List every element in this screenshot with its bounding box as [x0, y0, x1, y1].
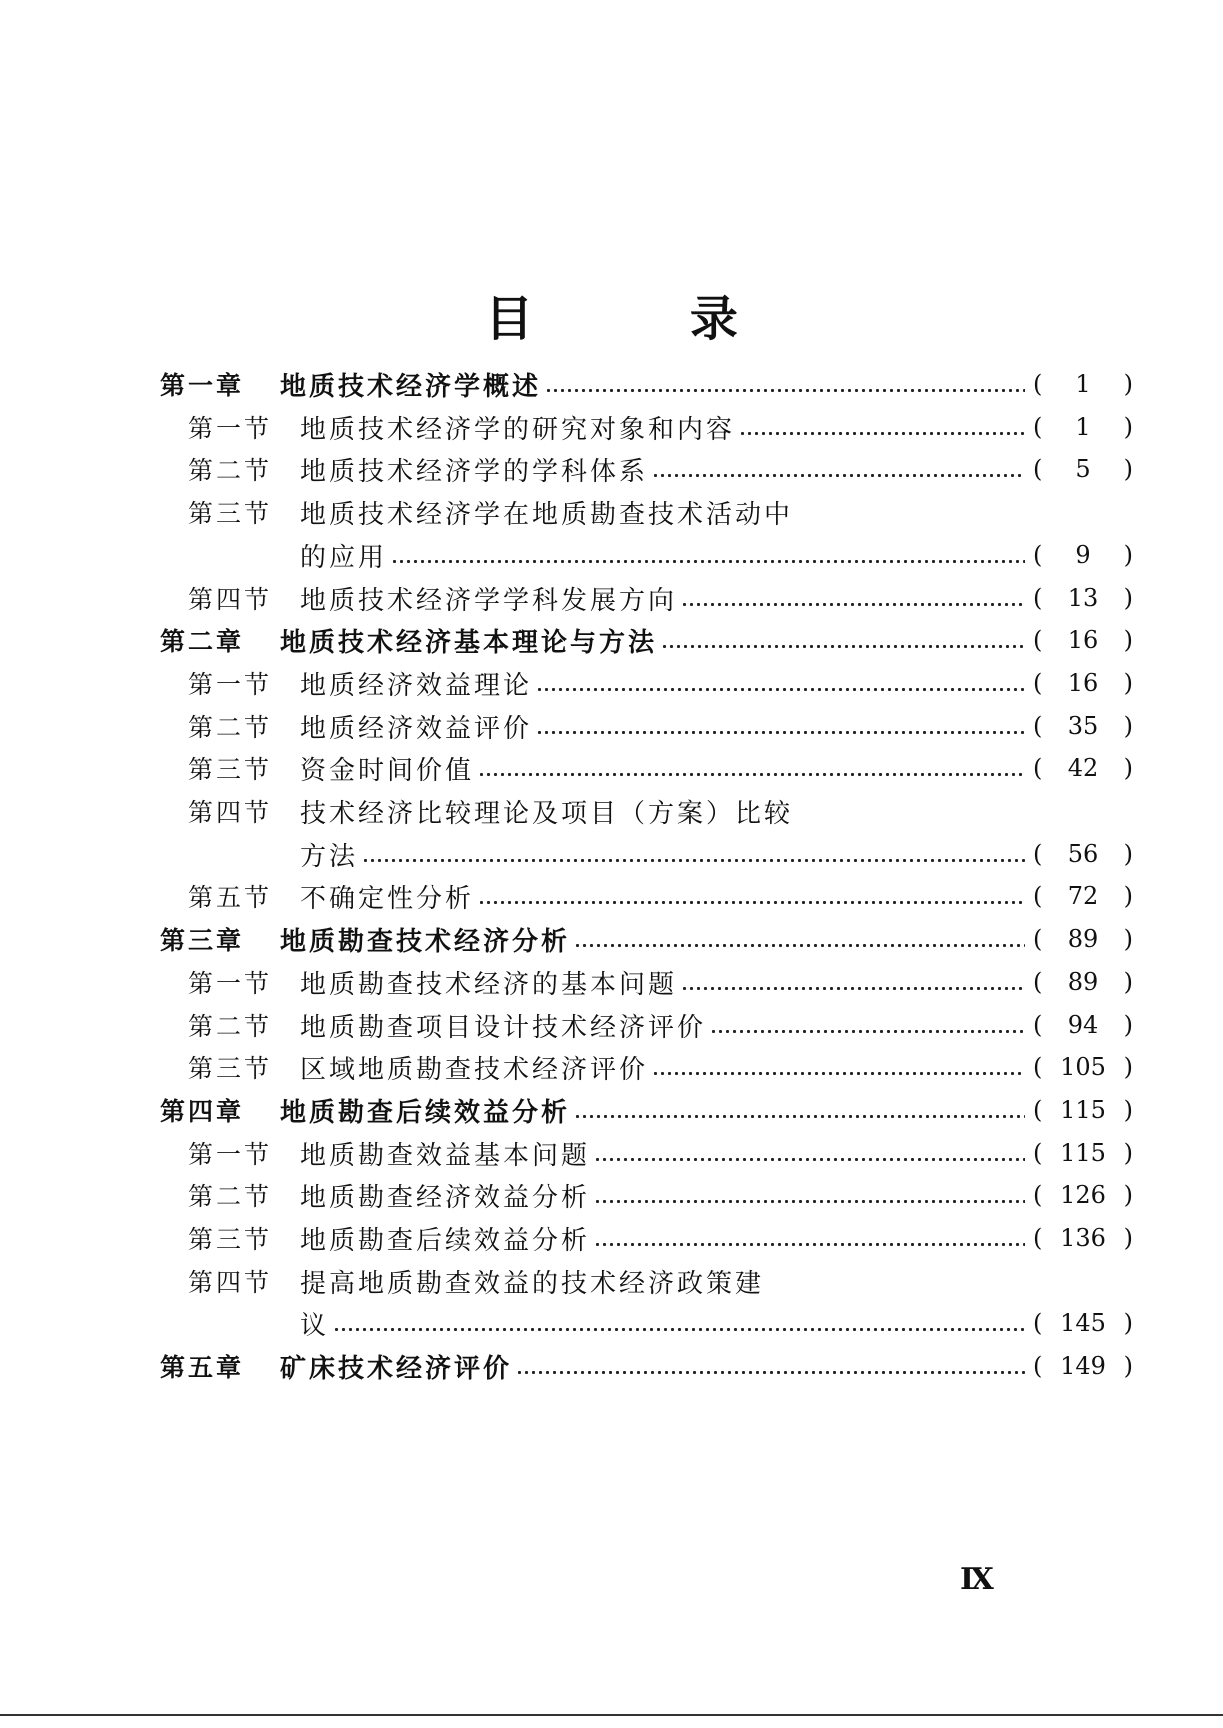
toc-section-row — [188, 451, 1133, 487]
page-number: 13 — [1067, 584, 1099, 612]
paren-open: ( — [1033, 669, 1043, 697]
paren-close: ) — [1123, 968, 1133, 996]
paren-close: ) — [1123, 925, 1133, 953]
toc-title: 地质经济效益评价 — [300, 713, 533, 744]
toc-section-row — [188, 964, 1133, 1000]
toc-section-row — [188, 1049, 1133, 1085]
toc-title: 地质勘查效益基本问题 — [300, 1140, 591, 1171]
toc-page-number — [1033, 925, 1133, 953]
paren-close: ) — [1123, 669, 1133, 697]
toc-title: 地质勘查经济效益分析 — [300, 1182, 591, 1213]
toc-page-number — [1033, 370, 1133, 398]
dot-leader — [652, 1054, 1025, 1080]
paren-open: ( — [1033, 840, 1043, 868]
paren-open: ( — [1033, 1139, 1043, 1167]
toc-page-number — [1033, 1224, 1133, 1252]
page-number: 42 — [1067, 754, 1099, 782]
page-number: 115 — [1060, 1096, 1106, 1124]
toc-page-number — [1033, 1309, 1133, 1337]
toc-section-row — [188, 793, 1133, 829]
dot-leader — [536, 670, 1025, 696]
toc-label: 第五节 — [188, 883, 273, 912]
toc-section-row — [188, 1135, 1133, 1171]
paren-close: ) — [1123, 584, 1133, 612]
toc-label: 第一节 — [188, 414, 273, 443]
toc-title: 地质技术经济学的研究对象和内容 — [300, 414, 736, 445]
paren-open: ( — [1033, 455, 1043, 483]
toc-page-number — [1033, 1352, 1133, 1380]
toc-page-number — [1033, 455, 1133, 483]
paren-close: ) — [1123, 840, 1133, 868]
page-number: 136 — [1060, 1224, 1106, 1252]
paren-open: ( — [1033, 712, 1043, 740]
toc-title: 方法 — [300, 841, 359, 872]
dot-leader — [574, 926, 1025, 952]
dot-leader — [652, 456, 1025, 482]
paren-close: ) — [1123, 1011, 1133, 1039]
paren-close: ) — [1123, 370, 1133, 398]
paren-open: ( — [1033, 882, 1043, 910]
paren-open: ( — [1033, 370, 1043, 398]
paren-open: ( — [1033, 925, 1043, 953]
toc-title: 议 — [300, 1310, 330, 1341]
paren-close: ) — [1123, 626, 1133, 654]
dot-leader — [478, 755, 1025, 781]
toc-page-number — [1033, 1011, 1133, 1039]
page-number: 16 — [1067, 626, 1099, 654]
toc-label: 第二节 — [188, 456, 273, 485]
paren-open: ( — [1033, 626, 1043, 654]
paren-open: ( — [1033, 968, 1043, 996]
paren-open: ( — [1033, 541, 1043, 569]
toc-page-number — [1033, 754, 1133, 782]
dot-leader — [594, 1225, 1025, 1251]
toc-label: 第三节 — [188, 1054, 273, 1083]
paren-open: ( — [1033, 1309, 1043, 1337]
toc-page-number — [1033, 1096, 1133, 1124]
paren-close: ) — [1123, 1181, 1133, 1209]
dot-leader — [391, 542, 1025, 568]
toc-section-row — [188, 1263, 1133, 1299]
page-number: 56 — [1067, 840, 1099, 868]
page-number: 16 — [1067, 669, 1099, 697]
dot-leader — [536, 713, 1025, 739]
dot-leader — [545, 371, 1025, 397]
page-number: 89 — [1067, 925, 1099, 953]
toc-title: 区域地质勘查技术经济评价 — [300, 1054, 649, 1085]
paren-open: ( — [1033, 1053, 1043, 1081]
page-number: 72 — [1067, 882, 1099, 910]
toc-title: 不确定性分析 — [300, 883, 475, 914]
dot-leader — [594, 1182, 1025, 1208]
paren-open: ( — [1033, 1352, 1043, 1380]
toc-label: 第四章 — [160, 1097, 245, 1126]
paren-open: ( — [1033, 1224, 1043, 1252]
toc-section-row — [188, 665, 1133, 701]
toc-title: 地质勘查项目设计技术经济评价 — [300, 1012, 707, 1043]
toc-section-row — [188, 1220, 1133, 1256]
paren-close: ) — [1123, 1309, 1133, 1337]
toc-label: 第五章 — [160, 1353, 245, 1382]
paren-open: ( — [1033, 584, 1043, 612]
toc-section-row — [188, 878, 1133, 914]
toc-section-row — [188, 580, 1133, 616]
dot-leader — [739, 414, 1025, 440]
toc-section-row — [188, 1007, 1133, 1043]
toc-title: 地质勘查技术经济分析 — [280, 926, 571, 957]
toc-label: 第三节 — [188, 1225, 273, 1254]
page-number: 149 — [1060, 1352, 1106, 1380]
dot-leader — [594, 1140, 1025, 1166]
page-number: 1 — [1075, 370, 1091, 398]
dot-leader — [710, 1012, 1025, 1038]
toc-label: 第二节 — [188, 1012, 273, 1041]
toc-page-number — [1033, 968, 1133, 996]
page-number: 94 — [1067, 1011, 1099, 1039]
page-number: 115 — [1060, 1139, 1106, 1167]
paren-open: ( — [1033, 1011, 1043, 1039]
paren-close: ) — [1123, 1053, 1133, 1081]
dot-leader — [574, 1097, 1025, 1123]
paren-close: ) — [1123, 1139, 1133, 1167]
page-folio: Ⅸ — [960, 1562, 994, 1597]
toc-title: 矿床技术经济评价 — [280, 1353, 513, 1384]
page-number: 105 — [1060, 1053, 1106, 1081]
toc-title: 技术经济比较理论及项目（方案）比较 — [300, 798, 794, 829]
toc-chapter-row — [160, 622, 1133, 658]
toc-page-number — [1033, 626, 1133, 654]
toc-title: 的应用 — [300, 542, 388, 573]
toc-label: 第三章 — [160, 926, 245, 955]
paren-open: ( — [1033, 413, 1043, 441]
toc-title: 资金时间价值 — [300, 755, 475, 786]
toc-page-number — [1033, 1053, 1133, 1081]
toc-page-number — [1033, 541, 1133, 569]
paren-open: ( — [1033, 1096, 1043, 1124]
page-number: 5 — [1075, 455, 1091, 483]
toc-section-row — [188, 708, 1133, 744]
toc-title: 地质勘查后续效益分析 — [280, 1097, 571, 1128]
dot-leader — [516, 1353, 1025, 1379]
toc-title: 地质技术经济学概述 — [280, 371, 542, 402]
paren-open: ( — [1033, 754, 1043, 782]
toc-label: 第三节 — [188, 499, 273, 528]
toc-title: 地质技术经济基本理论与方法 — [280, 627, 658, 658]
toc-page-number — [1033, 712, 1133, 740]
toc-label: 第一节 — [188, 1140, 273, 1169]
toc-label: 第二节 — [188, 713, 273, 742]
toc-chapter-row — [160, 921, 1133, 957]
dot-leader — [661, 627, 1025, 653]
toc-label: 第四节 — [188, 585, 273, 614]
paren-close: ) — [1123, 541, 1133, 569]
toc-label: 第二章 — [160, 627, 245, 656]
toc-chapter-row — [160, 1092, 1133, 1128]
page-number: 35 — [1067, 712, 1099, 740]
toc-title: 地质技术经济学的学科体系 — [300, 456, 649, 487]
paren-close: ) — [1123, 754, 1133, 782]
toc-page-number — [1033, 669, 1133, 697]
toc-chapter-row — [160, 366, 1133, 402]
toc-title: 地质技术经济学在地质勘查技术活动中 — [300, 499, 794, 530]
paren-open: ( — [1033, 1181, 1043, 1209]
dot-leader — [681, 969, 1025, 995]
toc-chapter-row — [160, 1348, 1133, 1384]
paren-close: ) — [1123, 1352, 1133, 1380]
toc-page-number — [1033, 413, 1133, 441]
toc-page-number — [1033, 1139, 1133, 1167]
bottom-rule — [0, 1714, 1223, 1716]
page-number: 1 — [1075, 413, 1091, 441]
toc-page-number — [1033, 1181, 1133, 1209]
dot-leader — [478, 883, 1025, 909]
toc-label: 第一章 — [160, 371, 245, 400]
dot-leader — [333, 1310, 1025, 1336]
toc-title: 地质勘查后续效益分析 — [300, 1225, 591, 1256]
page-number: 126 — [1060, 1181, 1106, 1209]
toc-title: 地质经济效益理论 — [300, 670, 533, 701]
toc-title: 地质勘查技术经济的基本问题 — [300, 969, 678, 1000]
paren-close: ) — [1123, 882, 1133, 910]
toc-label: 第四节 — [188, 1268, 273, 1297]
toc-label: 第一节 — [188, 670, 273, 699]
toc-label: 第二节 — [188, 1182, 273, 1211]
toc-page-number — [1033, 882, 1133, 910]
dot-leader — [362, 841, 1025, 867]
paren-close: ) — [1123, 712, 1133, 740]
toc-label: 第三节 — [188, 755, 273, 784]
paren-close: ) — [1123, 1096, 1133, 1124]
dot-leader — [681, 585, 1025, 611]
paren-close: ) — [1123, 1224, 1133, 1252]
toc-section-row — [188, 750, 1133, 786]
toc-section-row — [188, 1177, 1133, 1213]
page-number: 89 — [1067, 968, 1099, 996]
toc-section-row — [188, 1305, 1133, 1341]
toc-page-number — [1033, 584, 1133, 612]
toc-title: 提高地质勘查效益的技术经济政策建 — [300, 1268, 765, 1299]
paren-close: ) — [1123, 455, 1133, 483]
page-title: 目 录 — [485, 291, 808, 347]
toc-section-row — [188, 494, 1133, 530]
toc-section-row — [188, 537, 1133, 573]
toc-label: 第四节 — [188, 798, 273, 827]
toc-label: 第一节 — [188, 969, 273, 998]
toc-title: 地质技术经济学学科发展方向 — [300, 585, 678, 616]
toc-section-row — [188, 836, 1133, 872]
page-number: 145 — [1060, 1309, 1106, 1337]
toc-page-number — [1033, 840, 1133, 868]
paren-close: ) — [1123, 413, 1133, 441]
toc-section-row — [188, 409, 1133, 445]
page-number: 9 — [1075, 541, 1091, 569]
